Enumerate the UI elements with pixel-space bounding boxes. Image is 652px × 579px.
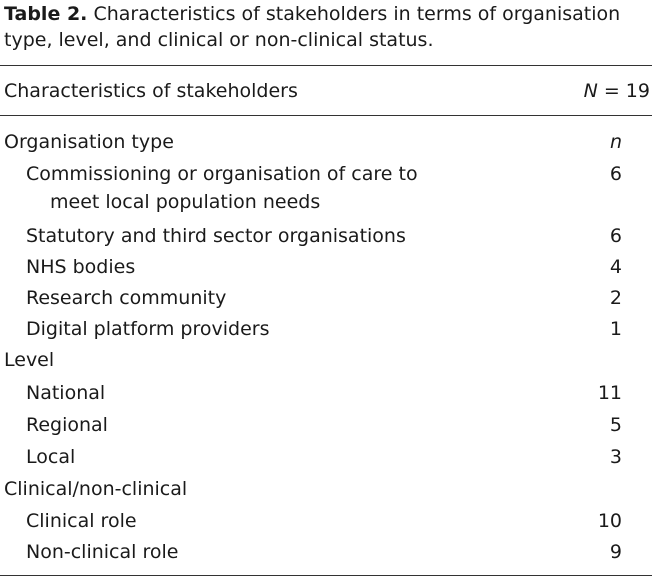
row-label: Local [26, 446, 76, 468]
bottom-rule [0, 575, 652, 576]
row-label-continuation: meet local population needs [50, 191, 321, 213]
column-header-n [584, 78, 650, 104]
row-value: 4 [609, 256, 622, 278]
row-value: 6 [609, 163, 622, 185]
row-value: n [609, 131, 622, 153]
row-value: 1 [609, 318, 622, 340]
row-label: National [26, 382, 106, 404]
caption-text: Characteristics of stakeholders in terms of organisation type, level, and clinical or non-clinical status. [4, 3, 621, 51]
row-value: 11 [597, 382, 622, 404]
header-n-value: = 19 [597, 80, 650, 102]
row-value: 3 [609, 446, 622, 468]
row-label: Clinical/non-clinical [4, 478, 188, 500]
row-value: 6 [609, 225, 622, 247]
row-label: Research community [26, 287, 227, 309]
header-n-symbol: N [583, 80, 598, 102]
row-label: Non-clinical role [26, 541, 179, 563]
row-label: Digital platform providers [26, 318, 270, 340]
row-value: 10 [597, 510, 622, 532]
row-value: 2 [609, 287, 622, 309]
row-label: Statutory and third sector organisations [26, 225, 406, 247]
column-header-characteristics: Characteristics of stakeholders [4, 80, 298, 102]
header-rule [0, 115, 652, 116]
row-label: NHS bodies [26, 256, 136, 278]
row-value: 5 [609, 414, 622, 436]
row-label: Regional [26, 414, 108, 436]
row-label: Organisation type [4, 131, 174, 153]
table-caption [4, 1, 652, 53]
row-label: Clinical role [26, 510, 137, 532]
caption-label: Table 2. [4, 3, 88, 25]
row-label: Level [4, 349, 55, 371]
top-rule [0, 65, 652, 66]
row-label: Commissioning or organisation of care to [26, 163, 418, 185]
row-value: 9 [609, 541, 622, 563]
